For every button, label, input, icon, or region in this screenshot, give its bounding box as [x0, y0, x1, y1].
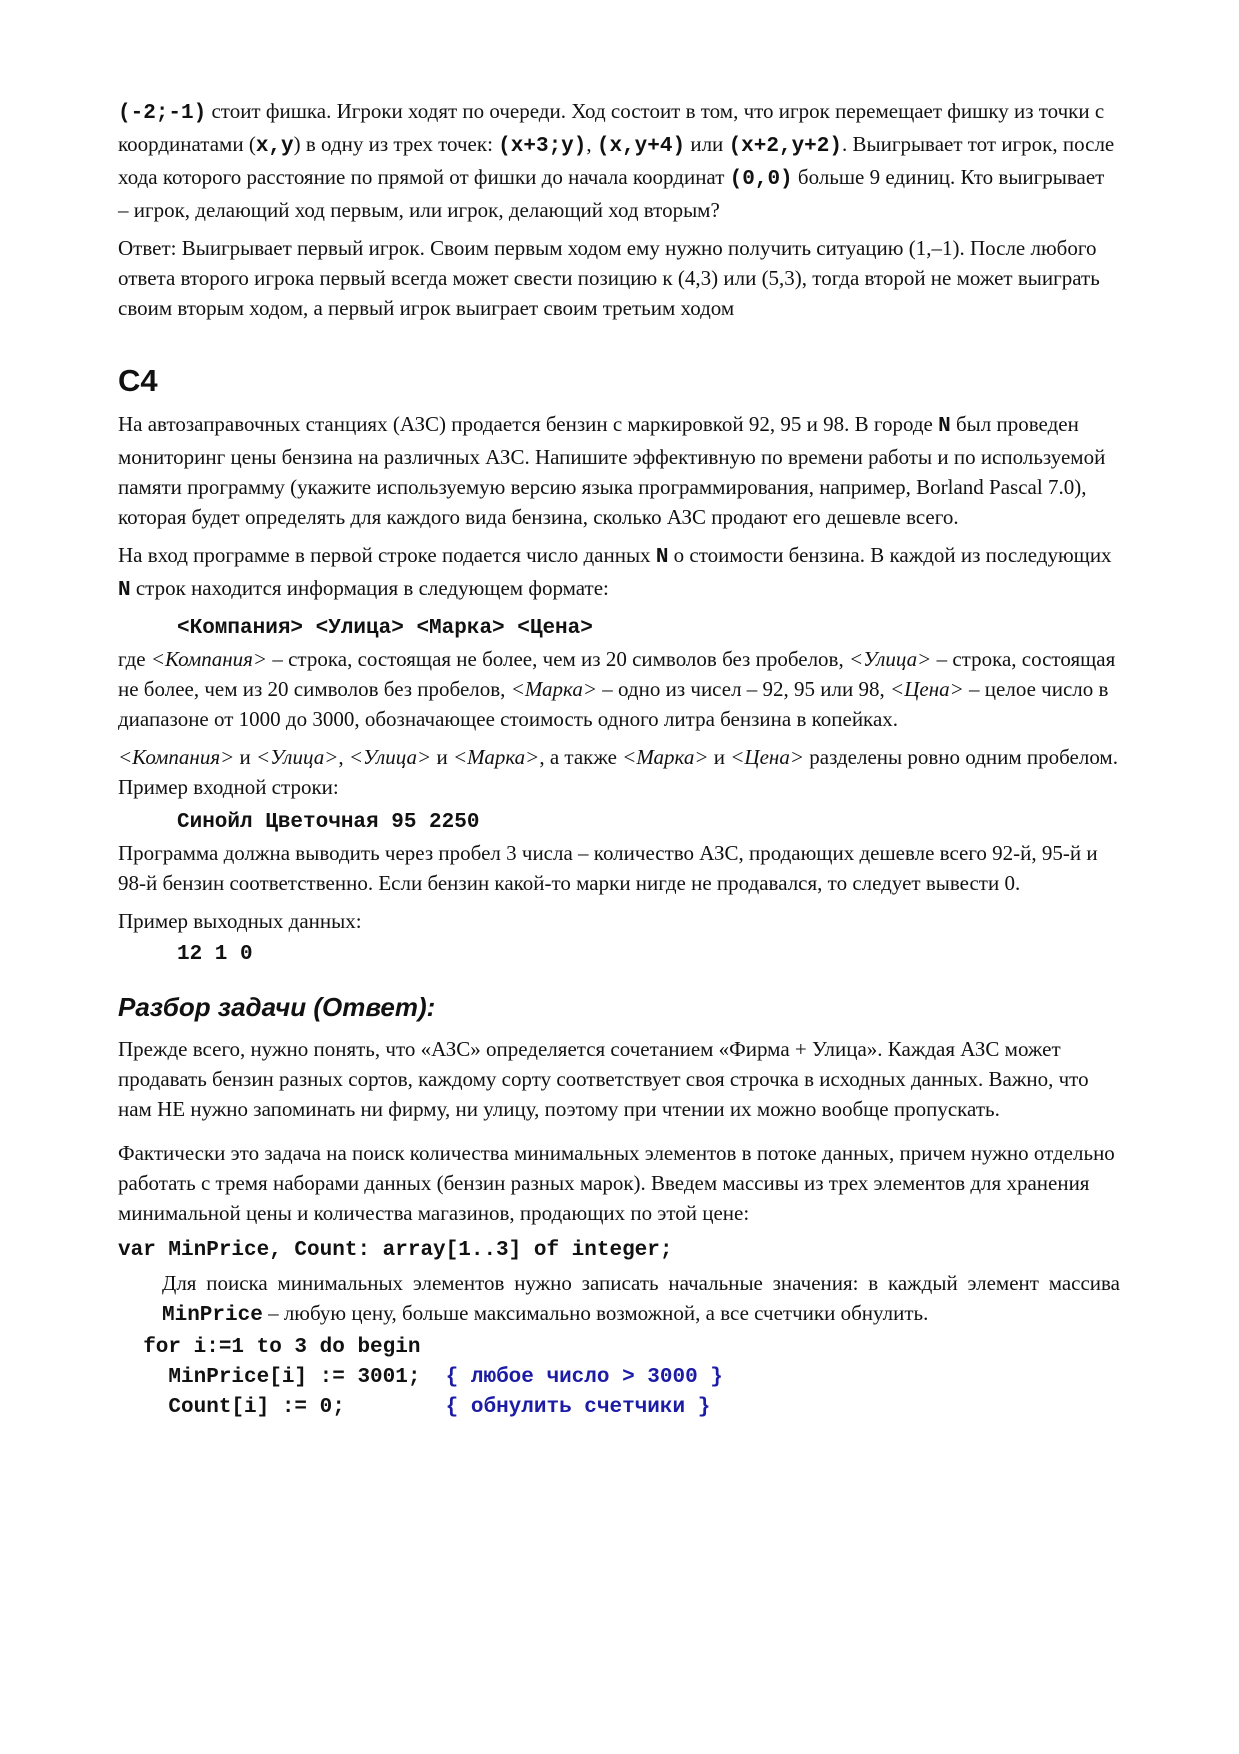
output-label: Пример выходных данных: — [118, 909, 362, 933]
answer-paragraph: Ответ: Выигрывает первый игрок. Своим первым ходом ему нужно получить ситуацию (1,–1). После любого ответа второго игрока первый всегда может свести позицию к (4,3) или (5,3), тогда второй не может выиграть своим вторым ходом, а первый игрок выиграет своим третьим ходом — [118, 236, 1100, 320]
c4-paragraph-1: На автозаправочных станциях (АЗС) продается бензин с маркировкой 92, 95 и 98. В городе N был проведен мониторинг цены бензина на различных АЗС. Напишите эффективную по времени работы и по используемой памяти программу (укажите используемую версию языка программирования, например, Borland Pascal 7.0), которая будет определять для каждого вида бензина, сколько АЗС продают его дешевле всего. — [118, 412, 1106, 529]
solution-paragraph-1: Прежде всего, нужно понять, что «АЗС» определяется сочетанием «Фирма + Улица». Каждая АЗС может продавать бензин разных сортов, каждому сорту соответствует своя строчка в исходных данных. Важно, что нам НЕ нужно запоминать ни фирму, ни улицу, поэтому при чтении их можно вообще пропускать. — [118, 1037, 1089, 1121]
code-comment: { любое число > 3000 } — [445, 1366, 723, 1389]
example-input-line: Синойл Цветочная 95 2250 — [177, 811, 480, 834]
format-line: <Компания> <Улица> <Марка> <Цена> — [177, 617, 593, 640]
solution-paragraph-3: Для поиска минимальных элементов нужно записать начальные значения: в каждый элемент массива MinPrice – любую цену, больше максимально возможной, а все счетчики обнулить. — [162, 1271, 1120, 1327]
code-line-minprice: MinPrice[i] := 3001; { любое число > 3000 } — [118, 1366, 723, 1389]
code-line-count: Count[i] := 0; { обнулить счетчики } — [118, 1396, 711, 1419]
section-heading-solution: Разбор задачи (Ответ): — [118, 992, 436, 1022]
c4-paragraph-5: Программа должна выводить через пробел 3 числа – количество АЗС, продающих дешевле всего 92-й, 95-й и 98-й бензин соответственно. Если бензин какой-то марки нигде не продавался, то следует вывести 0. — [118, 841, 1098, 895]
c4-paragraph-3: где <Компания> – строка, состоящая не более, чем из 20 символов без пробелов, <Улица> – строка, состоящая не более, чем из 20 символов без пробелов, <Марка> – одно из чисел – 92, 95 или 98, <Цена> – целое число в диапазоне от 1000 до 3000, обозначающее стоимость одного литра бензина в копейках. — [118, 647, 1116, 731]
document-page — [118, 96, 1120, 1423]
solution-paragraph-2: Фактически это задача на поиск количества минимальных элементов в потоке данных, причем нужно отдельно работать с тремя наборами данных (бензин разных марок). Введем массивы из трех элементов для хранения минимальной цены и количества магазинов, продающих по этой цене: — [118, 1141, 1115, 1225]
c4-paragraph-4: <Компания> и <Улица>, <Улица> и <Марка>, а также <Марка> и <Цена> разделены ровно одним пробелом. Пример входной строки: — [118, 745, 1118, 799]
c4-paragraph-2: На вход программе в первой строке подается число данных N о стоимости бензина. В каждой из последующих N строк находится информация в следующем формате: — [118, 543, 1112, 602]
section-heading-c4: C4 — [118, 363, 158, 398]
example-output-line: 12 1 0 — [177, 943, 253, 966]
code-block — [118, 1333, 1120, 1423]
problem-continuation: (-2;-1) стоит фишка. Игроки ходят по очереди. Ход состоит в том, что игрок перемещает фишку из точки с координатами (x,y) в одну из трех точек: (x+3;y), (x,y+4) или (x+2,y+2). Выигрывает тот игрок, после хода которого расстояние по прямой от фишки до начала координат (0,0) больше 9 единиц. Кто выигрывает – игрок, делающий ход первым, или игрок, делающий ход вторым? — [118, 99, 1115, 222]
code-line-for: for i:=1 to 3 do begin — [118, 1336, 421, 1359]
code-var-declaration: var MinPrice, Count: array[1..3] of integer; — [118, 1239, 673, 1262]
code-comment: { обнулить счетчики } — [445, 1396, 711, 1419]
